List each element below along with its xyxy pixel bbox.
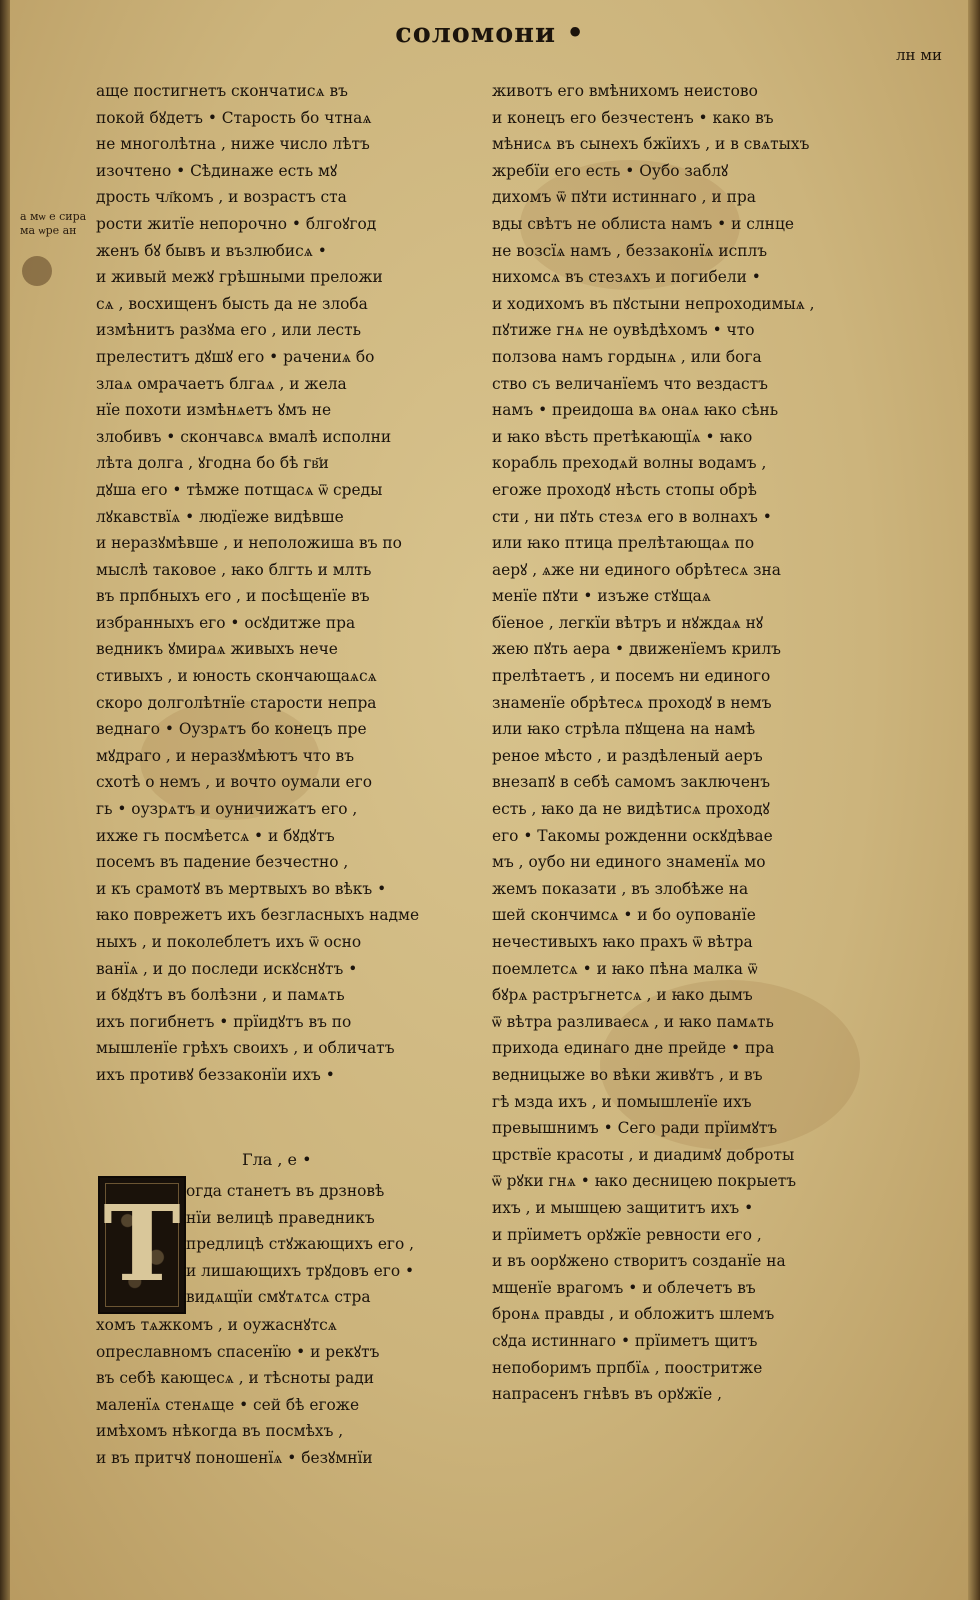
text-line: злобивъ • скончавсѧ вмалѣ исполни [96, 427, 392, 446]
text-line: и въ оорꙋжено створитъ созданїе на [492, 1252, 786, 1271]
folio-number: лн ми [896, 46, 942, 64]
text-line: ведникъ ꙋмираѧ живыхъ нече [96, 640, 338, 659]
text-line: схотѣ о немъ , и вочто оумали его [96, 773, 372, 792]
text-line: намъ • преидоша вѧ онаѧ ꙗко сѣнь [492, 401, 779, 420]
text-line: ꙗко поврежетъ ихъ безгласныхъ надме [96, 906, 420, 925]
text-line: женъ бꙋ бывъ и възлюбисѧ • [96, 241, 327, 260]
text-line: и къ срамотꙋ въ мертвыхъ во вѣкъ • [96, 879, 387, 898]
text-line: покой бꙋдетъ • Старость бо чтнаѧ [96, 108, 372, 127]
text-line: вды свѣтъ не облиста намъ • и слнце [492, 214, 794, 233]
text-line: стивыхъ , и юность скончающаѧсѧ [96, 667, 377, 686]
running-head: соломони • [395, 18, 585, 49]
text-line: огда станетъ въ дрзновѣ [186, 1182, 385, 1200]
text-line: нїе похоти измѣнѧетъ ꙋмъ не [96, 401, 332, 420]
left-text-column [96, 78, 476, 1089]
text-line: непоборимъ прпбїѧ , поостритже [492, 1358, 763, 1377]
text-line: нїи велицѣ праведникъ [186, 1208, 375, 1227]
text-line: ихже гь посмѣетсѧ • и бꙋдꙋтъ [96, 826, 335, 845]
ink-blot [22, 256, 52, 286]
text-line: ихъ , и мышцею защититъ ихъ • [492, 1198, 754, 1217]
text-line: егоже проходꙋ нѣсть стопы обрѣ [492, 480, 757, 499]
text-line: реное мѣсто , и раздѣленый аеръ [492, 746, 763, 765]
text-line: въ себѣ кающесѧ , и тѣсноты ради [96, 1369, 375, 1388]
text-line: веднаго • Оузрѧтъ бо конецъ пре [96, 720, 367, 739]
text-line: ѿ рꙋки гнѧ • ꙗко десницею покрыетъ [492, 1172, 797, 1191]
text-line: животъ его вмѣнихомъ неистово [492, 82, 758, 100]
text-line: шей скончимсѧ • и бо оупованїе [492, 906, 756, 925]
text-line: бронѧ правды , и обложитъ шлемъ [492, 1305, 775, 1324]
text-line: и ходихомъ въ пꙋстыни непроходимыѧ , [492, 294, 815, 313]
text-line: ихъ погибнетъ • прїидꙋтъ въ по [96, 1012, 352, 1031]
right-text-column [492, 78, 872, 1408]
text-line: и въ притчꙋ поношенїѧ • безꙋмнїи [96, 1448, 373, 1467]
text-line: и неразꙋмѣвше , и неположиша въ по [96, 534, 402, 553]
text-line: ихъ противꙋ беззаконїи ихъ • [96, 1065, 335, 1084]
text-line: знаменїе обрѣтесѧ проходꙋ в немъ [492, 693, 772, 712]
text-line: ѿ вѣтра разливаесѧ , и ꙗко памѧть [492, 1012, 774, 1031]
page-right-edge [968, 0, 980, 1600]
text-line: ванїѧ , и до последи искꙋснꙋтъ • [96, 959, 358, 978]
text-line: превышнимъ • Сего ради прїимꙋтъ [492, 1119, 778, 1138]
text-line: или ꙗко стрѣла пꙋщена на намѣ [492, 720, 756, 739]
text-line: дихомъ ѿ пꙋти истиннаго , и пра [492, 188, 756, 207]
chapter-continuation-text [96, 1312, 476, 1472]
text-line: и живый межꙋ грѣшными преложи [96, 268, 383, 287]
text-line: аще постигнетъ скончатисѧ въ [96, 82, 348, 100]
text-line: рости житїе непорочно • блгоꙋгод [96, 214, 377, 233]
text-line: пꙋтиже гнѧ не оувѣдѣхомъ • что [492, 321, 755, 340]
text-line: прелѣтаетъ , и посемъ ни единого [492, 667, 771, 686]
text-line: изочтено • Сѣдинаже есть мꙋ [96, 161, 338, 180]
text-line: имѣхомъ нѣкогда въ посмѣхъ , [96, 1422, 344, 1441]
chapter-heading: Гла , е • [242, 1150, 312, 1169]
text-line: видѧщїи смꙋтѧтсѧ стра [186, 1288, 371, 1307]
text-line: мѣнисѧ въ сынехъ бжїихъ , и в свѧтыхъ [492, 135, 810, 154]
text-line: сти , ни пꙋть стезѧ его в волнахъ • [492, 507, 772, 526]
text-line: и прїиметъ орꙋжїе ревности его , [492, 1225, 762, 1244]
text-line: жребїи его есть • Оубо заблꙋ [492, 161, 729, 180]
text-line: не многолѣтна , ниже число лѣтъ [96, 135, 370, 154]
text-line: гь • оузрѧтъ и оуничижатъ его , [96, 800, 358, 819]
text-line: сѧ , восхищенъ бысть да не злоба [96, 294, 368, 313]
margin-note: а мѡ е сира ма ѡре ан [20, 210, 87, 237]
text-line: предлицѣ стꙋжающихъ его , [186, 1235, 415, 1254]
text-line: и бꙋдꙋтъ въ болѣзни , и памѧть [96, 986, 345, 1005]
text-line: жемъ показати , въ злобѣже на [492, 879, 749, 898]
text-line: жею пꙋть аера • движенїемъ крилъ [492, 640, 781, 659]
text-line: црствїе красоты , и диадимꙋ доброты [492, 1145, 795, 1164]
text-line: посемъ въ падение безчестно , [96, 853, 349, 872]
text-line: бїеное , легкїи вѣтръ и нꙋждаѧ нꙋ [492, 613, 764, 632]
text-line: есть , ꙗко да не видѣтисѧ проходꙋ [492, 800, 770, 819]
text-line: мꙋдраго , и неразꙋмѣютъ что въ [96, 746, 355, 765]
text-line: прихода единаго дне прейде • пра [492, 1039, 775, 1058]
text-line: маленїѧ стенѧще • сей бѣ егоже [96, 1395, 360, 1414]
text-line: дꙋша его • тѣмже потщасѧ ѿ среды [96, 480, 383, 499]
text-line: ползова намъ гордынѧ , или бога [492, 347, 762, 366]
page-left-edge [0, 0, 10, 1600]
initial-letter: Т [103, 1182, 181, 1305]
text-line: ство съ величанїемъ что вездастъ [492, 374, 768, 393]
text-line: мъ , оубо ни единого знаменїѧ мо [492, 853, 766, 872]
text-line: нечестивыхъ ꙗко прахъ ѿ вѣтра [492, 933, 753, 951]
text-line: мщенїе врагомъ • и облечетъ въ [492, 1278, 756, 1297]
text-line: прелеститъ дꙋшꙋ его • рачениѧ бо [96, 347, 375, 366]
text-line: сꙋда истиннаго • прїиметъ щитъ [492, 1331, 758, 1350]
text-line: аерꙋ , ѧже ни единого обрѣтесѧ зна [492, 560, 781, 579]
text-line: мышленїе грѣхъ своихъ , и обличатъ [96, 1039, 395, 1058]
text-line: поемлетсѧ • и ꙗко пѣна малка ѿ [492, 959, 758, 978]
text-line: бꙋрѧ растръгнетсѧ , и ꙗко дымъ [492, 986, 753, 1005]
text-line: не возсїѧ намъ , беззаконїѧ исплъ [492, 241, 768, 260]
decorated-initial [98, 1176, 186, 1314]
text-line: или ꙗко птица прелѣтающаѧ по [492, 534, 755, 553]
text-line: гѣ мзда ихъ , и помышленїе ихъ [492, 1092, 752, 1111]
text-line: дрость чл҃комъ , и возрастъ ста [96, 188, 347, 207]
text-line: и ꙗко вѣсть претѣкающїѧ • ꙗко [492, 427, 753, 446]
text-line: скоро долголѣтнїе старости непра [96, 693, 377, 712]
text-line: лꙋкавствїѧ • людїеже видѣвше [96, 507, 344, 526]
text-line: ныхъ , и поколеблетъ ихъ ѿ осно [96, 933, 362, 951]
text-line: въ прпбныхъ его , и посѣщенїе въ [96, 587, 370, 606]
text-line: нихомсѧ въ стезѧхъ и погибели • [492, 268, 761, 287]
text-line: ведницыже во вѣки живꙋтъ , и въ [492, 1065, 763, 1084]
text-line: избранныхъ его • осꙋдитже пра [96, 613, 356, 632]
text-line: лѣта долга , ꙋгодна бо бѣ гв҃и [96, 454, 329, 473]
text-line: опреславномъ спасенїю • и рекꙋтъ [96, 1342, 380, 1361]
text-line: мыслѣ таковое , ꙗко блгть и млть [96, 560, 372, 579]
chapter-opening-text [186, 1178, 476, 1311]
text-line: и конецъ его безчестенъ • како въ [492, 108, 774, 127]
text-line: напрасенъ гнѣвъ въ орꙋжїе , [492, 1385, 722, 1404]
text-line: злаѧ омрачаетъ блгаѧ , и жела [96, 374, 347, 393]
text-line: и лишающихъ трꙋдовъ его • [186, 1261, 415, 1280]
text-line: внезапꙋ в себѣ самомъ заключенъ [492, 773, 771, 792]
text-line: корабль преходѧй волны водамъ , [492, 454, 767, 473]
text-line: хомъ тѧжкомъ , и оужаснꙋтсѧ [96, 1316, 337, 1334]
text-line: менїе пꙋти • изъже стꙋщаѧ [492, 587, 711, 606]
text-line: измѣнитъ разꙋма его , или лесть [96, 321, 361, 340]
text-line: его • Такомы рожденни оскꙋдѣвае [492, 826, 773, 845]
